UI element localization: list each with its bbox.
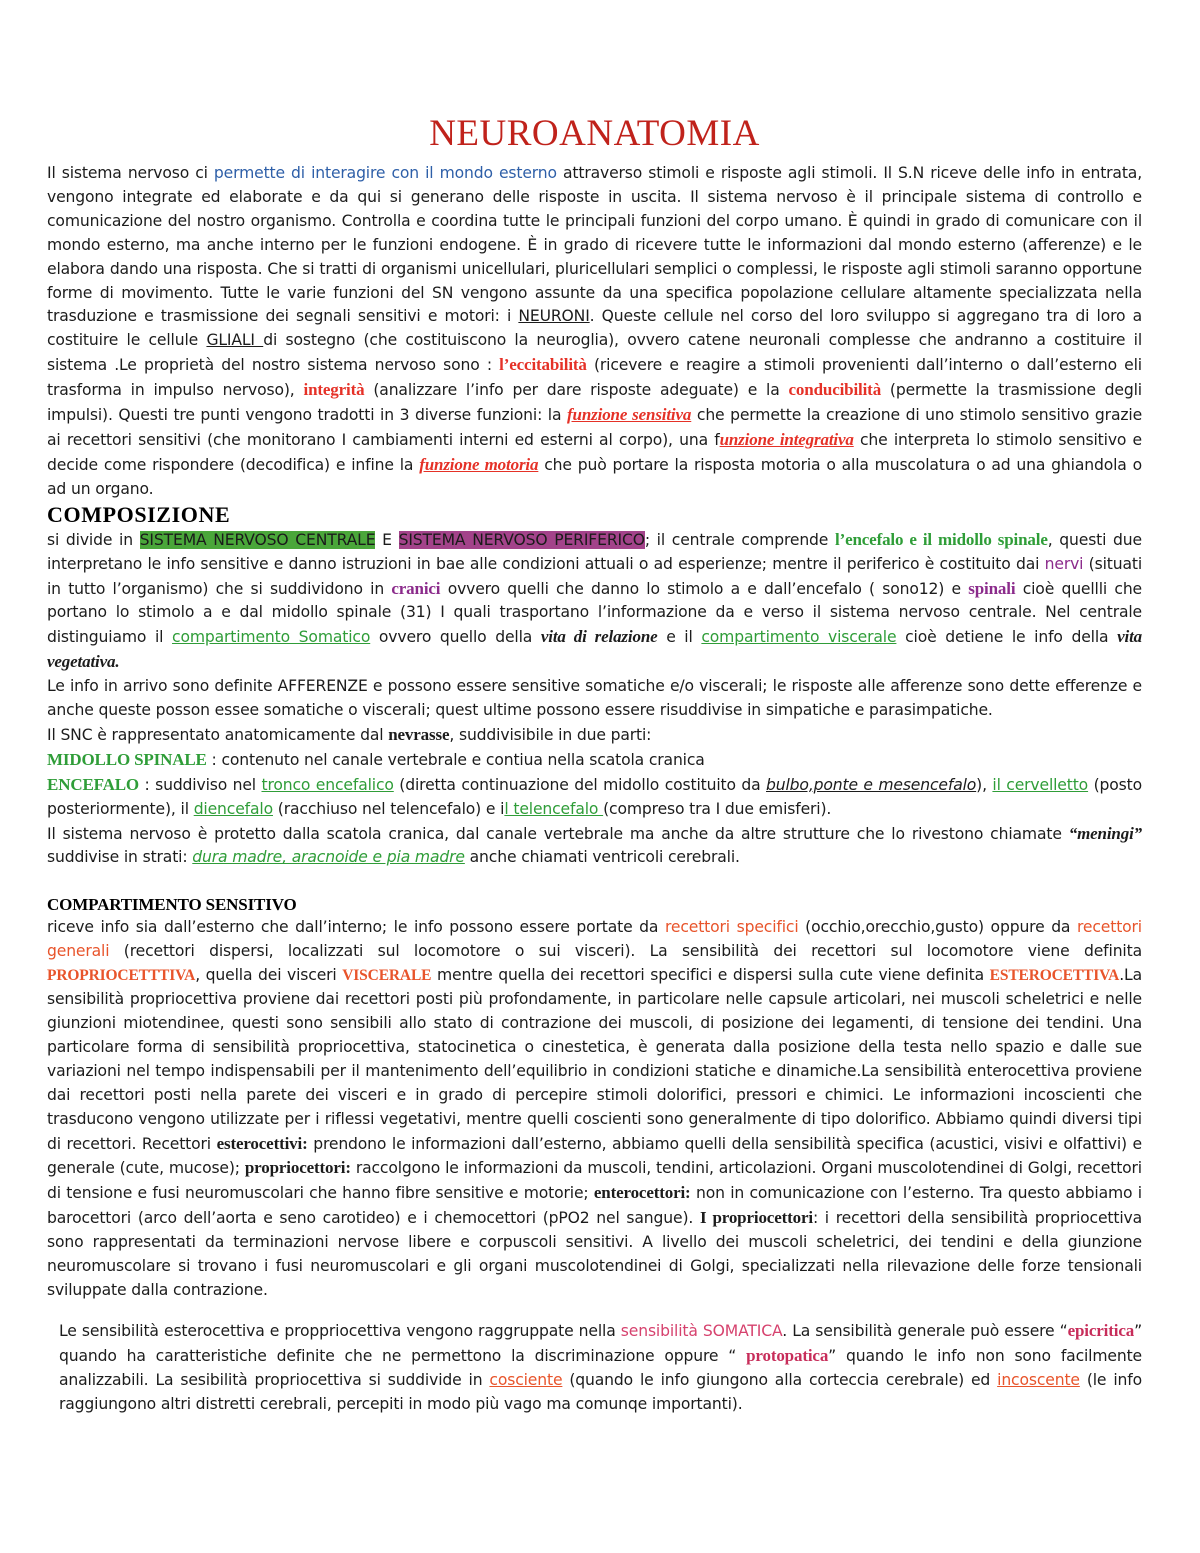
meningi-paragraph — [47, 822, 1142, 871]
term-meningi: “meningi” — [1068, 823, 1142, 843]
term-epicritica: epicritica — [1067, 1320, 1135, 1340]
text: prendono le informazioni dall’esterno, abbiamo quelli della sensibilità specifica (acustici, visivi e olfattivi) e generale (cute, mucose); — [47, 1134, 1142, 1178]
term-vita-vegetativa: vita vegetativa. — [47, 627, 1143, 672]
text: : suddiviso nel — [139, 775, 262, 794]
text: .La sensibilità propriocettiva proviene dai recettori posti più profondamente, in particolare nelle capsule articolari, nei muscoli scheletrici e nelle giunzioni miotendinee, questi sono sensibili allo stato di contrazione dei muscoli, di posizione dei legamenti, di tensione dei tendini. Una particolare forma di sensibilità propriocettiva, statocinetica o cinestetica, è generata dalla posizione della testa nello spazio e dalle sue variazioni nel tempo indispensabili per il mantenimento dell’equilibrio in condizioni statiche e dinamiche.La sensibilità enterocettiva proviene dai recettori posti nella parete dei visceri e in grado di percepire stimoli dolorifici, pressori e chimici. Le informazioni incoscienti che trasducono vengono utilizzate per i riflessi vegetativi, mentre quelli coscienti sono generalmente di tipo dolorifico. Abbiamo quindi diversi tipi di recettori. Recettori — [47, 966, 1142, 1153]
page-title: NEUROANATOMIA — [429, 113, 760, 154]
text: (racchiuso nel telencefalo) e i — [272, 799, 505, 818]
text: di sostegno (che costituiscono la neuroglia), ovvero catene neuronali complesse che andranno a costituire il sistema .Le proprietà del nostro sistema nervoso sono : — [47, 331, 1142, 375]
composizione-paragraph — [47, 528, 1142, 675]
spacer — [47, 870, 1142, 893]
text: riceve info sia dall’esterno che dall’interno; le info possono essere portate da — [47, 918, 665, 937]
term-protopatica: protopatica — [746, 1345, 829, 1365]
heading-composizione: COMPOSIZIONE — [47, 501, 231, 527]
highlight-snp: SISTEMA NERVOSO PERIFERICO — [398, 530, 645, 549]
term-compartimento-somatico: compartimento Somatico — [172, 628, 371, 647]
heading-compartimento-sensitivo: COMPARTIMENTO SENSITIVO — [47, 895, 297, 915]
term-sensibilita-somatica: sensibilità SOMATICA — [620, 1321, 783, 1340]
document-page — [47, 108, 1142, 1417]
term-neuroni: NEURONI — [518, 307, 590, 326]
term-spinali: spinali — [968, 578, 1016, 598]
term-integrita: integrità — [303, 380, 365, 400]
text: Il sistema nervoso è protetto dalla scatola cranica, dal canale vertebrale ma anche da altre strutture che lo rivestono chiamate — [47, 824, 1069, 843]
term-viscerale: VISCERALE — [342, 967, 432, 985]
text: che permette la creazione di uno stimolo sensitivo grazie ai recettori sensitivi (che monitorano I cambiamenti interni ed esterni al corpo), una f — [47, 406, 1143, 449]
text: . Queste cellule nel corso del loro sviluppo si aggregano tra di loro a costituire le cellule — [47, 307, 1143, 350]
text: (situati in tutto l’organismo) che si suddividono in — [47, 554, 1142, 598]
term-i-propriocettori: I propriocettori — [699, 1208, 813, 1228]
label-encefalo: ENCEFALO — [47, 774, 139, 794]
sensitivo-paragraph — [47, 916, 1142, 1303]
label-midollo-spinale: MIDOLLO SPINALE — [47, 749, 207, 769]
term-strati-meningi: dura madre, aracnoide e pia madre — [192, 848, 465, 867]
term-esterocettiva: ESTEROCETTIVA — [989, 967, 1120, 985]
term-telencefalo: l telencefalo — [504, 799, 604, 818]
term-esterocettivi: esterocettivi: — [216, 1133, 308, 1153]
text: attraverso stimoli e risposte agli stimoli. Il S.N riceve delle info in entrata, vengono integrate ed elaborate e da qui si generano delle risposte in uscita. Il sistema nervoso è il principale sistema di controllo e comunicazione del nostro organismo. Controlla e coordina tutte le principali funzioni del corpo umano. È quindi in grado di comunicare con il mondo esterno, ma anche interno per le funzioni endogene. È in grado di ricevere tutte le informazioni dal mondo esterno (afferenze) e le elabora dando una risposta. Che si tratti di organismi unicellulari, pluricellulari semplici o complessi, le risposte agli stimoli saranno opportune forme di movimento. Tutte le varie funzioni del SN vengono assunte da una specifica popolazione cellulare altamente specializzata nella trasduzione e trasmissione dei segnali sensitivi e motori: i — [47, 164, 1142, 326]
term-compartimento-viscerale: compartimento viscerale — [701, 628, 897, 647]
highlight-snc: SISTEMA NERVOSO CENTRALE — [139, 530, 376, 549]
term-cosciente: cosciente — [489, 1370, 563, 1389]
text: che interpreta lo stimolo sensitivo e decide come rispondere (decodifica) e infine la — [47, 430, 1143, 474]
term-funzione-integrativa: unzione integrativa — [719, 429, 854, 449]
text: mentre quella dei recettori specifici e dispersi sulla cute viene definita — [431, 966, 990, 985]
term-incoscente: incoscente — [997, 1370, 1080, 1389]
term-conducibilita: conducibilità — [788, 380, 882, 400]
term-funzione-sensitiva: funzione sensitiva — [567, 405, 692, 425]
text: (diretta continuazione del midollo costituito da — [393, 775, 767, 794]
term-funzione-motoria: funzione motoria — [419, 454, 539, 474]
term-recettori-generali: recettori generali — [47, 918, 1142, 961]
text: (quando le info giungono alla corteccia cerebrale) ed — [562, 1370, 998, 1389]
text: ovvero quello della — [370, 628, 541, 647]
somatica-paragraph — [47, 1319, 1142, 1417]
text: , quella dei visceri — [195, 966, 343, 985]
text: , suddivisibile in due parti: — [449, 725, 652, 744]
text: ovvero quelli che danno lo stimolo a e dall’encefalo ( sono12) e — [440, 579, 969, 598]
term-tronco-encefalico: tronco encefalico — [261, 775, 394, 794]
text: ; il centrale comprende — [644, 530, 835, 549]
text: cioè quellli che portano lo stimolo a e dal midollo spinale (31) I quali trasportano l’informazione da e verso il sistema nervoso centrale. Nel centrale distinguiamo il — [47, 579, 1143, 647]
term-diencefalo: diencefalo — [193, 799, 273, 818]
term-nevrasse: nevrasse — [388, 724, 450, 744]
term-propriocettori: propriocettori: — [244, 1158, 351, 1178]
term-bulbo-ponte: bulbo,ponte e mesencefalo — [766, 775, 977, 794]
text: (compreso tra I due emisferi). — [603, 799, 832, 818]
text: (ricevere e reagire a stimoli provenienti dall’interno o dall’esterno eli trasforma in impulso nervoso), — [47, 356, 1142, 400]
text: (analizzare l’info per dare risposte adeguate) e la — [364, 381, 789, 400]
text: ” quando ha caratteristiche definite che ne permettono la discriminazione oppure “ — [59, 1321, 1142, 1365]
text: raccolgono le informazioni da muscoli, tendini, articolazioni. Organi muscolotendinei di Golgi, recettori di tensione e fusi neuromuscolari che hanno fibre sensitive e motorie; — [47, 1159, 1142, 1203]
snc-paragraph — [47, 723, 1142, 748]
term-gliali: GLIALI — [206, 331, 264, 350]
spacer — [47, 1303, 1142, 1319]
term-recettori-specifici: recettori specifici — [664, 918, 799, 937]
text: : contenuto nel canale vertebrale e contiua nella scatola cranica — [206, 750, 705, 769]
text: suddivise in strati: — [47, 848, 193, 867]
intro-paragraph — [47, 162, 1142, 502]
term-propriocettiva: PROPRIOCETTTIVA — [47, 967, 196, 985]
text: Le sensibilità esterocettiva e proppriocettiva vengono raggruppate nella — [59, 1321, 621, 1340]
text: non in comunicazione con l’esterno. Tra questo abbiamo i barocettori (arco dell’aorta e seno carotideo) e i chemocettori (pPO2 nel sangue). — [47, 1184, 1142, 1228]
term-eccitabilita: l’eccitabilità — [499, 355, 587, 375]
term-cervelletto: il cervelletto — [992, 775, 1089, 794]
text: (recettori dispersi, localizzati sul locomotore o sui visceri). La sensibilità dei recettori sul locomotore viene definita — [109, 942, 1142, 961]
term-enterocettori: enterocettori: — [593, 1183, 691, 1203]
text: e il — [657, 628, 702, 647]
text: ), — [976, 775, 993, 794]
text: : i recettori della sensibilità propriocettiva sono rappresentati da terminazioni nervose libere e corpuscoli sensitivi. A livello dei muscoli scheletrici, dei tendini e della giunzione neuromuscolare si trovano i fusi neuromuscolari e gli organi muscolotendinei di Golgi, specializzati nella rilevazione delle forze tensionali sviluppate dalla contrazione. — [47, 1209, 1142, 1299]
text: (posto posteriormente), il — [47, 775, 1142, 818]
term-cranici: cranici — [391, 578, 441, 598]
text: . La sensibilità generale può essere “ — [782, 1321, 1068, 1340]
text: si divide in — [47, 530, 140, 549]
midollo-line — [47, 748, 1142, 773]
text: (occhio,orecchio,gusto) oppure da — [798, 918, 1077, 937]
text: ” quando le info non sono facilmente analizzabili. La sesibilità propriocettiva si suddivide in — [59, 1346, 1142, 1389]
term-vita-relazione: vita di relazione — [540, 627, 658, 647]
text: che può portare la risposta motoria o alla muscolatura o ad una ghiandola o ad un organo. — [47, 455, 1142, 498]
term-encefalo-midollo: l’encefalo e il midollo spinale — [835, 529, 1048, 549]
text: cioè detiene le info della — [896, 628, 1118, 647]
text: Il SNC è rappresentato anatomicamente dal — [47, 725, 389, 744]
text: (le info raggiungono altri distretti cerebrali, percepiti in modo più vago ma comunqe importanti). — [59, 1370, 1142, 1413]
text: E — [375, 530, 399, 549]
encefalo-paragraph — [47, 773, 1142, 822]
text: anche chiamati ventricoli cerebrali. — [464, 848, 740, 867]
highlight-text: permette di interagire con il mondo esterno — [213, 164, 557, 182]
afferenze-paragraph: Le info in arrivo sono definite AFFERENZE e possono essere sensitive somatiche e/o viscerali; le risposte alle afferenze sono dette efferenze e anche queste posson essee somatiche o viscerali; quest ultime possono essere risuddivise in simpatiche e parasimpatiche. — [47, 677, 1142, 720]
text: , questi due interpretano le info sensitive e danno istruzioni in bae alle condizioni attuali o ad esperienze; mentre il periferico è costituito dai — [47, 530, 1142, 573]
text: (permette la trasmissione degli impulsi). Questi tre punti vengono tradotti in 3 diverse funzioni: la — [47, 381, 1142, 425]
term-nervi: nervi — [1044, 554, 1084, 573]
text: Il sistema nervoso ci — [47, 164, 214, 182]
